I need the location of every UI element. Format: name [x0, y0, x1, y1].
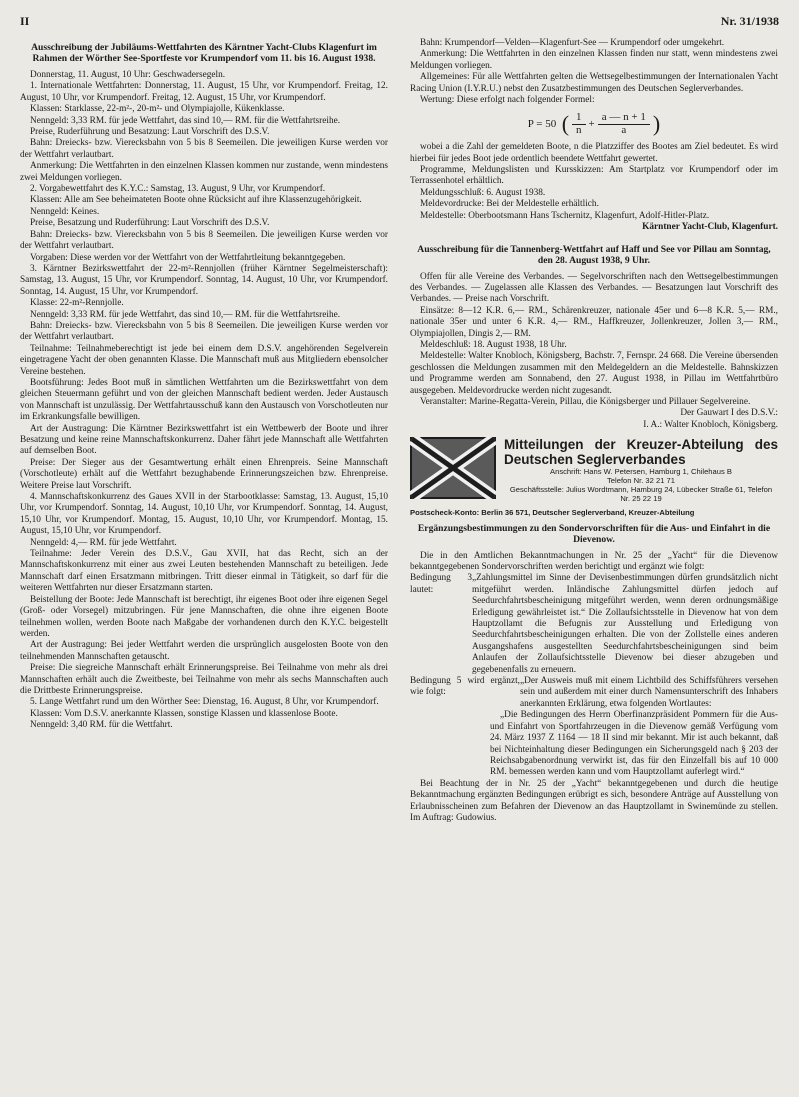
paragraph: Nenngeld: 3,33 RM. für jede Wettfahrt, das sind 10,— RM. für die Wettfahrtsreihe.: [30, 309, 341, 320]
paragraph: Klasse: 22-m²-Rennjolle.: [30, 298, 124, 309]
tannenberg-title: Ausschreibung für die Tannenberg-Wettfahrt auf Haff und See vor Pillau am Sonntag, den 28. August 1938, 9 Uhr.: [417, 243, 771, 266]
paragraph: Preise, Ruderführung und Besatzung: Laut Vorschrift des D.S.V.: [30, 127, 270, 138]
paragraph: Nenngeld: 4,— RM. für jede Wettfahrt.: [30, 537, 177, 548]
gauwart-line: Der Gauwart I des D.S.V.:: [680, 408, 778, 419]
paragraph: Preise: Der Sieger aus der Gesamtwertung erhält einen Ehrenpreis. Seine Mannschaft (Vorschotleute) erhält auf die Wettfahrt bezughabende Erinnerungszeichen bzw. Ehrenpreise. Weitere Preise laut Vorschrift.: [20, 457, 388, 491]
paragraph: Art der Austragung: Die Kärntner Bezirkswettfahrt ist ein Wettbewerb der Boote und ihrer Besatzung und keine reine Mannschaftskonkurrenz. Daher fährt jede Mannschaft alle Wettfahrten auf demselben Boot.: [20, 423, 388, 457]
flag-icon: [410, 437, 496, 499]
paragraph: Klassen: Vom D.S.V. anerkannte Klassen, sonstige Klassen und klassenlose Boote.: [30, 708, 338, 719]
paragraph: Art der Austragung: Bei jeder Wettfahrt werden die ursprünglich ausgelosten Boote von den teilnehmenden Mannschaften getauscht.: [20, 640, 388, 662]
paragraph: 4. Mannschaftskonkurrenz des Gaues XVII in der Starbootklasse: Samstag, 13. August, 15,10 Uhr, vor Krumpendorf. Sonntag, 14. August, 10,10 Uhr, vor Krumpendorf. Sonntag, 14. August, 15,10 Uhr, vor Krumpendorf. Montag, 15. August, 10,10 Uhr, vor Krumpendorf. Montag, 15. August, 15,10 Uhr, vor Krumpendorf.: [20, 492, 388, 537]
jubilaeum-end: [410, 142, 778, 222]
paragraph: Meldeschluß: 18. August 1938, 18 Uhr.: [420, 339, 567, 350]
club-signoff: Kärntner Yacht-Club, Klagenfurt.: [642, 222, 778, 233]
right-column: [410, 38, 778, 824]
paragraph: Bahn: Dreiecks- bzw. Vierecksbahn von 5 bis 8 Seemeilen. Die jeweiligen Kurse werden vor der Wettfahrt verlautbart.: [20, 320, 388, 343]
paragraph: Teilnahme: Jeder Verein des D.S.V., Gau XVII, hat das Recht, sich an der Mannschaftskonkurrenz mit einer aus zwei Leuten bestehenden Mannschaft zu beteiligen. Jede Mannschaft darf einen Ersatzmann mitbringen. Tritt dieser einmal in Tätigkeit, so darf für die weiteren Wettfahrten nur dieser Ersatzmann starten.: [20, 549, 388, 594]
paragraph: Meldungsschluß: 6. August 1938.: [420, 187, 546, 198]
paragraph: Einsätze: 8—12 K.R. 6,— RM., Schärenkreuzer, nationale 45er und 6—8 K.R. 5,— RM., nationale 35er und unter 6 K.R. 4,— RM., Haffkreuzer, Jollenkreuzer, Jollen 3,— RM., Olympiajollen, Dingis 2,— RM.: [410, 305, 778, 339]
page-header: [20, 14, 779, 32]
paragraph: Programme, Meldungslisten und Kursskizzen: Am Startplatz vor Krumpendorf oder im Terrassenhotel erhältlich.: [410, 165, 778, 187]
bedingung-5: Bedingung 5 wird ergänzt, wie folgt: „Der Ausweis muß mit einem Lichtbild des Schiffsführers versehen sein und außerdem mit einer durch Namensunterschrift des Inhabers anerkannten Erklärung, etwa folgenden Wortlautes:: [410, 676, 778, 709]
paragraph: Teilnahme: Teilnahmeberechtigt ist jede bei einem dem D.S.V. angehörenden Segelverein eingetragene Yacht der oben genannten Klasse. Die Mannschaft muß aus Mitgliedern ebensolcher Vereine bestehen.: [20, 343, 388, 377]
paragraph: Bahn: Krumpendorf—Velden—Klagenfurt-See — Krumpendorf oder umgekehrt.: [420, 38, 725, 48]
paragraph: Wertung: Diese erfolgt nach folgender Formel:: [420, 95, 595, 106]
kreuzer-title: Mitteilungen der Kreuzer-Abteilung des Deutschen Seglerverbandes: [504, 437, 778, 468]
paragraph: 1. Internationale Wettfahrten: Donnerstag, 11. August, 15 Uhr, vor Krumpendorf. Freitag, 12. August, 10 Uhr, vor Krumpendorf. Freitag, 12. August, 15 Uhr, vor Krumpendorf.: [20, 81, 388, 103]
paragraph: Klassen: Starklasse, 22-m²-, 20-m²- und Olympiajolle, Kükenklasse.: [30, 104, 285, 115]
tannenberg-body: [410, 272, 778, 409]
jubilaeum-continued: [410, 38, 778, 106]
paragraph: Anmerkung: Die Wettfahrten in den einzelnen Klassen finden nur statt, wenn mindestens zwei Meldungen vorliegen.: [410, 49, 778, 71]
formula-lhs: P = 50: [527, 117, 557, 130]
gauwart-name: I. A.: Walter Knobloch, Königsberg.: [643, 419, 778, 430]
paragraph: Bahn: Dreiecks- bzw. Vierecksbahn von 5 bis 8 Seemeilen. Die jeweiligen Kurse werden vor der Wettfahrt verlautbart.: [20, 138, 388, 160]
formula-fraction-1: $\frac{1}{n}$: [572, 112, 586, 136]
paragraph: 3. Kärntner Bezirkswettfahrt der 22-m²-Rennjollen (früher Kärntner Segelmeisterschaft): Samstag, 13. August, 15 Uhr, vor Krumpendorf. Sonntag, 14. August, 10 Uhr, vor Krumpendorf. Sonntag, 14. August, 15 Uhr, vor Krumpendorf.: [20, 263, 388, 297]
postscheck-line: Postscheck-Konto: Berlin 36 571, Deutscher Seglerverband, Kreuzer-Abteilung: [410, 508, 695, 518]
declaration-quote: „Die Bedingungen des Herrn Oberfinanzpräsident Pommern für die Aus- und Einfahrt von Sportfahrzeugen in die Dievenow gemäß Verfügung vom 24. März 1937 Z 1164 — 18 II sind mir bekannt. Mir ist auch bekannt, daß bei Nichteinhaltung dieser Bedingungen ein Sicherungsgeld nach § 203 der Reichsabgabenordnung verwirkt ist, das für den Einzelfall bis auf 10 000 RM. bemessen werden kann und vom Hauptzollamt auferlegt wird.“: [490, 710, 778, 778]
columns: [20, 38, 779, 824]
kreuzer-banner: [410, 437, 778, 503]
closing-paragraph: Bei Beachtung der in Nr. 25 der „Yacht“ bekanntgegebenen und durch die heutige Bekanntmachung ergänzten Bedingungen erübrigt es sich, besondere Anträge auf Ausstellung von Erlaubnisscheinen zum Befahren der Dievenow an das Hauptzollamt in Swinemünde zu stellen. Im Auftrag: Gudowius.: [410, 778, 778, 823]
kreuzer-text: Mitteilungen der Kreuzer-Abteilung des Deutschen Seglerverbandes Anschrift: Hans W. Petersen, Hamburg 1, Chilehaus B Telefon Nr. 32 21 71 Geschäftsstelle: Julius Wordtmann, Hamburg 24, Lübecker Straße 61, Telefon Nr. 25 22 19: [504, 437, 778, 504]
bedingung-3: Bedingung 3 lautet: „Zahlungsmittel im Sinne der Devisenbestimmungen dürfen grundsätzlich nicht mitgeführt werden. Inländische Zahlungsmittel dürfen jedoch auf Seedurchfahrtsbescheinigung mitgeführt werden, wenn deren ordnungsmäßige Erledigung gewährleistet ist.“ Die Zollaufsichtsstelle in Dievenow hat von dem Hauptzollamt die Befugnis zur Ausstellung und Erledigung von Seedurchfahrtsbescheinigungen erhalten. Die von der Zollstelle eines anderen Ausgangshafens ausgestellten Seedurchfahrtsbescheinigungen sind beim Anlaufen der Zollaufsichtsstelle Dievenow bei dieser abzugeben und gegebenenfalls zu erneuern.: [410, 573, 778, 675]
paragraph: Anmerkung: Die Wettfahrten in den einzelnen Klassen kommen nur zustande, wenn mindestens zwei Meldungen vorliegen.: [20, 161, 388, 183]
formula-fraction-2: $\frac{a — n + 1}{a}$: [598, 112, 650, 136]
left-column: [20, 38, 388, 824]
paragraph: Preise, Besatzung und Ruderführung: Laut Vorschrift des D.S.V.: [30, 218, 270, 229]
paragraph: Meldestelle: Oberbootsmann Hans Tschernitz, Klagenfurt, Adolf-Hitler-Platz.: [420, 210, 710, 221]
paragraph: Offen für alle Vereine des Verbandes. — Segelvorschriften nach den Wettsegelbestimmungen des Verbandes. — Zugelassen alle Klassen des Verbandes. — Besatzungen laut Vorschrift des Verbandes. — Preise nach Vorschrift.: [410, 271, 778, 305]
paragraph: Donnerstag, 11. August, 10 Uhr: Geschwadersegeln.: [30, 70, 226, 80]
paragraph: Bahn: Dreiecks- bzw. Vierecksbahn von 5 bis 8 Seemeilen. Die jeweiligen Kurse werden vor der Wettfahrt verlautbart.: [20, 229, 388, 252]
paragraph: Nenngeld: Keines.: [30, 206, 100, 217]
jubilaeum-body: [20, 70, 388, 732]
scoring-formula: P = 50 ( $\frac{1}{n}$ + $\frac{a — n + 1}{a}$ ): [527, 111, 661, 137]
paragraph: Meldevordrucke: Bei der Meldestelle erhältlich.: [420, 199, 599, 210]
paragraph: Nenngeld: 3,40 RM. für die Wettfahrt.: [30, 720, 173, 731]
paragraph: Allgemeines: Für alle Wettfahrten gelten die Wettsegelbestimmungen der Internationalen Yacht Racing Union (I.Y.R.U.) nebst den Zusatzbestimmungen des Deutschen Seglerverbandes.: [410, 72, 778, 94]
paragraph: Nenngeld: 3,33 RM. für jede Wettfahrt, das sind 10,— RM. für die Wettfahrtsreihe.: [30, 115, 341, 126]
page-number: II: [20, 14, 30, 28]
paragraph: Veranstalter: Marine-Regatta-Verein, Pillau, die Königsberger und Pillauer Segelvereine.: [420, 396, 751, 407]
paragraph: wobei a die Zahl der gemeldeten Boote, n die Platzziffer des Bootes am Ziel bedeutet. Es wird hierbei für jedes Boot jede ordentlich beendete Wettfahrt gewertet.: [410, 142, 778, 164]
ergaenzung-title: Ergänzungsbestimmungen zu den Sondervorschriften für die Aus- und Einfahrt in die Dievenow.: [417, 522, 771, 545]
ergaenzung-intro: Die in den Amtlichen Bekanntmachungen in Nr. 25 der „Yacht“ für die Dievenow bekanntgegebenen Sondervorschriften werden berichtigt und ergänzt wie folgt:: [410, 550, 778, 572]
paragraph: Vorgaben: Diese werden vor der Wettfahrt von der Wettfahrtleitung bekanntgegeben.: [30, 252, 346, 263]
paragraph: Klassen: Alle am See beheimateten Boote ohne Rücksicht auf ihre Klassenzugehörigkeit.: [30, 195, 362, 206]
paragraph: Meldestelle: Walter Knobloch, Königsberg, Bachstr. 7, Fernspr. 24 668. Die Vereine übersenden geschlossen die Meldungen zusammen mit den Meldegeldern an die Meldestelle. Bahnskizzen und Programme werden am Sonnabend, den 27. August 1938, in Pillau im Wettfahrtbüro ausgegeben. Meldevordrucke werden nicht zugesandt.: [410, 351, 778, 396]
paragraph: 5. Lange Wettfahrt rund um den Wörther See: Dienstag, 16. August, 8 Uhr, vor Krumpendorf.: [30, 697, 379, 708]
paragraph: Beistellung der Boote: Jede Mannschaft ist berechtigt, ihr eigenes Boot oder ihre eigenen Segel (Groß- oder Vorsegel) mitzubringen. Für jene Mannschaften, die ohne ihre eigenen Boote teilnehmen wollen, werden Boote nach Maßgabe der vorhandenen durch den K.Y.C. beigestellt werden.: [20, 594, 388, 639]
paragraph: Preise: Die siegreiche Mannschaft erhält Erinnerungspreise. Bei Teilnahme von mehr als drei Mannschaften erhält auch die Zweitbeste, bei Teilnahme von mehr als sechs Mannschaften auch die Drittbeste Erinnerungspreise.: [20, 663, 388, 696]
paragraph: 2. Vorgabewettfahrt des K.Y.C.: Samstag, 13. August, 9 Uhr, vor Krumpendorf.: [30, 184, 326, 195]
issue-number: Nr. 31/1938: [720, 14, 779, 28]
jubilaeum-title: Ausschreibung der Jubiläums-Wettfahrten des Kärntner Yacht-Clubs Klagenfurt im Rahmen der Wörther See-Sportfeste vor Krumpendorf vom 11. bis 16. August 1938.: [31, 42, 377, 64]
paragraph: Bootsführung: Jedes Boot muß in sämtlichen Wettfahrten um die Bezirkswettfahrt von dem gleichen Steuermann geführt und von der gleichen Mannschaft bedient werden. Jeder Austausch von Mannschaft ist unzulässig. Der Wettfahrtausschuß kann den Austausch von Vorschotleuten nur im Erkrankungsfalle bewilligen.: [20, 377, 388, 423]
